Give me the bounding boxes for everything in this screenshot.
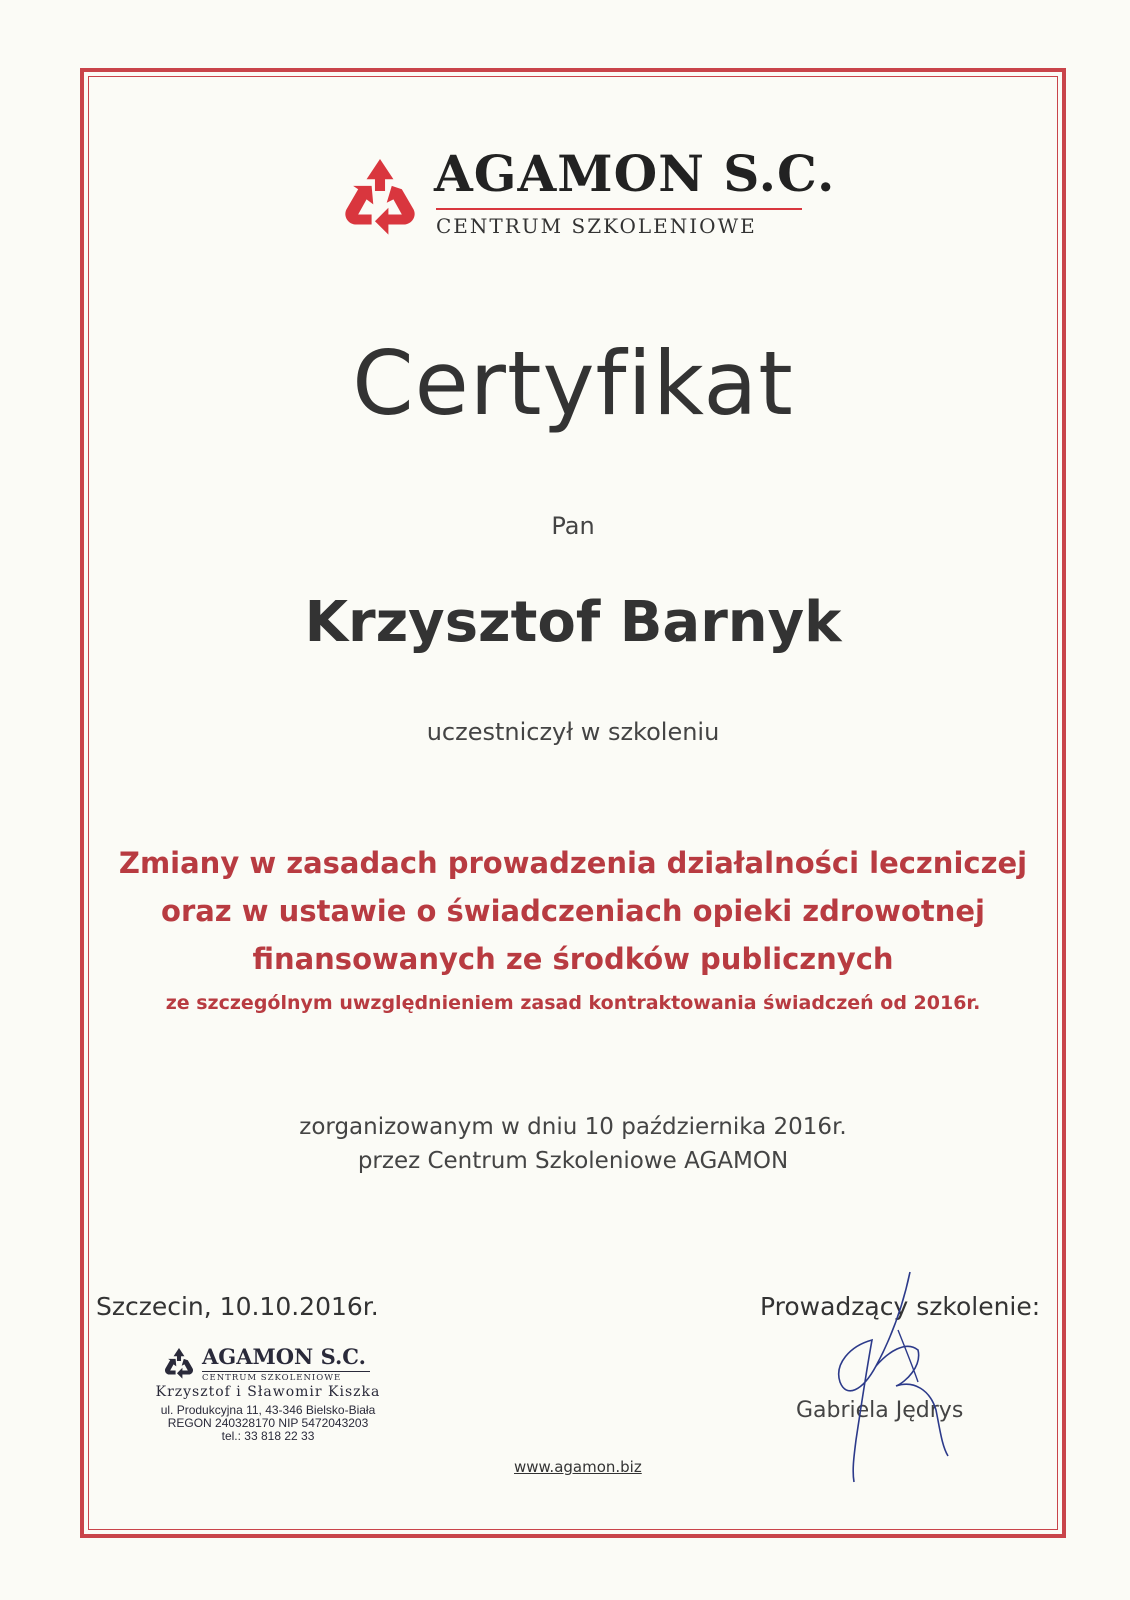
website-link[interactable]: www.agamon.biz (514, 1458, 642, 1476)
place-date: Szczecin, 10.10.2016r. (96, 1292, 379, 1321)
recycle-logo-icon (338, 154, 422, 238)
logo-subtitle: CENTRUM SZKOLENIOWE (436, 214, 757, 238)
recipient-name: Krzysztof Barnyk (304, 590, 842, 655)
trainer-name: Gabriela Jędrys (796, 1398, 964, 1423)
company-stamp (140, 1346, 396, 1466)
training-date-text: zorganizowanym w dniu 10 października 2016r. (299, 1114, 847, 1140)
certificate-title: Certyfikat (352, 332, 794, 435)
stamp-ids: REGON 240328170 NIP 5472043203 (167, 1416, 369, 1430)
course-title-line: finansowanych ze środków publicznych (252, 942, 894, 976)
stamp-phone: tel.: 33 818 22 33 (221, 1429, 315, 1443)
course-subtitle: ze szczególnym uwzględnieniem zasad kontraktowania świadczeń od 2016r. (165, 992, 981, 1014)
stamp-title: AGAMON S.C. (202, 1344, 366, 1369)
participation-text: uczestniczył w szkoleniu (426, 718, 720, 746)
stamp-subtitle: CENTRUM SZKOLENIOWE (202, 1373, 342, 1383)
recycle-stamp-icon (162, 1346, 196, 1380)
stamp-divider (202, 1371, 370, 1372)
trainer-label: Prowadzący szkolenie: (760, 1292, 1041, 1321)
company-logo (338, 144, 836, 241)
handwritten-signature (810, 1270, 960, 1485)
logo-title: AGAMON S.C. (434, 144, 836, 203)
stamp-owners: Krzysztof i Sławomir Kiszka (155, 1384, 381, 1400)
course-title-line: oraz w ustawie o świadczeniach opieki zdrowotnej (161, 894, 985, 928)
honorific: Pan (551, 512, 595, 540)
organizer-text: przez Centrum Szkoleniowe AGAMON (357, 1148, 789, 1174)
course-title-line: Zmiany w zasadach prowadzenia działalności leczniczej (118, 846, 1028, 880)
stamp-address: ul. Produkcyjna 11, 43-346 Bielsko-Biała (160, 1403, 376, 1417)
logo-divider (436, 208, 802, 210)
